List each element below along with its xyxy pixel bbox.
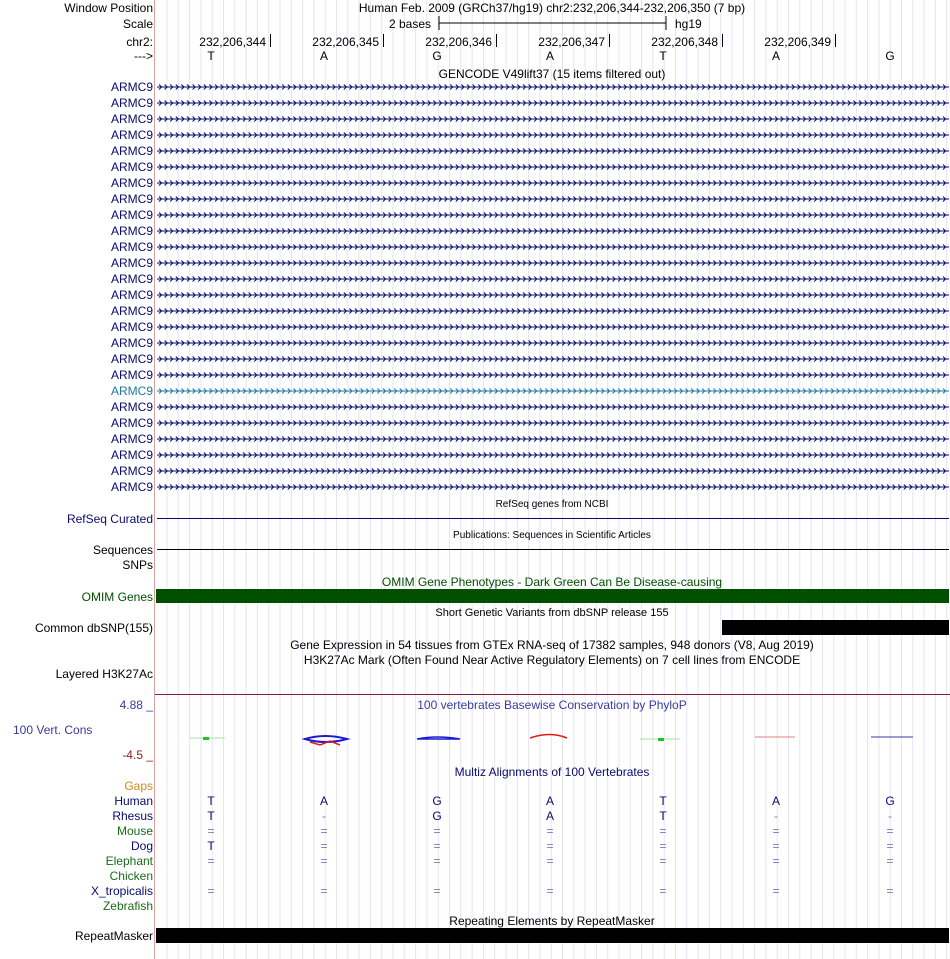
ruler-position-label: 232,206,349 — [764, 35, 831, 49]
ruler-tick — [722, 34, 723, 47]
gencode-gene-label[interactable]: ARMC9 — [110, 80, 153, 94]
h3k27ac-title: H3K27Ac Mark (Often Found Near Active Regulatory Elements) on 7 cell lines from ENCODE — [303, 653, 801, 667]
ruler-position-label: 232,206,344 — [199, 35, 266, 49]
phylop-mark-1-peak — [203, 737, 209, 740]
conservation-max-label: 4.88 _ — [119, 698, 153, 712]
multiz-title: Multiz Alignments of 100 Vertebrates — [454, 765, 650, 779]
gencode-gene-label[interactable]: ARMC9 — [110, 256, 153, 270]
gencode-transcript[interactable] — [157, 131, 949, 139]
publications-label[interactable]: Sequences — [92, 543, 153, 557]
gencode-transcript[interactable] — [157, 83, 949, 91]
gencode-gene-label[interactable]: ARMC9 — [110, 384, 153, 398]
sequence-base: G — [885, 49, 895, 63]
gencode-gene-label[interactable]: ARMC9 — [110, 288, 153, 302]
multiz-species-label[interactable]: Rhesus — [112, 809, 153, 823]
gencode-transcript[interactable] — [157, 211, 949, 219]
gencode-gene-label[interactable]: ARMC9 — [110, 240, 153, 254]
omim-bar[interactable] — [156, 589, 949, 603]
ruler-tick — [270, 34, 271, 47]
gencode-title: GENCODE V49lift37 (15 items filtered out) — [438, 67, 666, 81]
sequence-base: T — [207, 49, 215, 63]
multiz-base: - — [322, 809, 326, 823]
multiz-base: = — [546, 854, 554, 868]
ruler-position-label: 232,206,346 — [425, 35, 492, 49]
refseq-title: RefSeq genes from NCBI — [495, 499, 609, 510]
scale-text: 2 bases — [389, 17, 432, 31]
gencode-transcript[interactable] — [157, 163, 949, 171]
gencode-gene-label[interactable]: ARMC9 — [110, 224, 153, 238]
gencode-transcript[interactable] — [157, 483, 949, 491]
refseq-label[interactable]: RefSeq Curated — [66, 512, 153, 526]
conservation-plot[interactable] — [155, 725, 950, 755]
multiz-base: = — [207, 824, 215, 838]
dbsnp-title: Short Genetic Variants from dbSNP release 155 — [435, 607, 669, 619]
phylop-mark-2 — [305, 736, 347, 742]
gencode-transcript[interactable] — [157, 451, 949, 459]
gtex-title: Gene Expression in 54 tissues from GTEx RNA-seq of 17382 samples, 948 donors (V8, Aug 2019) — [290, 638, 814, 652]
gencode-gene-label[interactable]: ARMC9 — [110, 432, 153, 446]
multiz-base: G — [432, 809, 442, 823]
gencode-gene-label[interactable]: ARMC9 — [110, 480, 153, 494]
gencode-transcript[interactable] — [157, 115, 949, 123]
multiz-species-label[interactable]: X_tropicalis — [90, 884, 153, 898]
gencode-gene-label[interactable]: ARMC9 — [110, 144, 153, 158]
multiz-species-label[interactable]: Dog — [130, 839, 153, 853]
gencode-transcript[interactable] — [157, 355, 949, 363]
repeatmasker-label[interactable]: RepeatMasker — [74, 929, 153, 943]
multiz-base: = — [207, 884, 215, 898]
gencode-gene-label[interactable]: ARMC9 — [110, 464, 153, 478]
conservation-min-label: -4.5 _ — [122, 748, 153, 762]
multiz-base: = — [659, 824, 667, 838]
gencode-transcript[interactable] — [157, 323, 949, 331]
multiz-base: = — [886, 884, 894, 898]
gencode-gene-label[interactable]: ARMC9 — [110, 112, 153, 126]
repeatmasker-bar[interactable] — [156, 928, 949, 943]
gencode-transcript[interactable] — [157, 147, 949, 155]
assembly-label: hg19 — [675, 17, 702, 31]
sequence-base: A — [319, 49, 328, 63]
ruler-tick — [383, 34, 384, 47]
gencode-transcript[interactable] — [157, 227, 949, 235]
multiz-base: - — [774, 809, 778, 823]
publications-line[interactable] — [157, 549, 949, 550]
gencode-transcript[interactable] — [157, 307, 949, 315]
multiz-base: A — [545, 809, 554, 823]
multiz-base: T — [659, 809, 667, 823]
gencode-transcript[interactable] — [157, 179, 949, 187]
multiz-base: A — [771, 794, 780, 808]
phylop-mark-5-peak — [658, 738, 664, 741]
ruler-position-label: 232,206,345 — [312, 35, 379, 49]
ruler-tick — [609, 34, 610, 47]
multiz-base: G — [885, 794, 895, 808]
sequence-base: A — [545, 49, 554, 63]
multiz-base: T — [659, 794, 667, 808]
ruler-tick — [496, 34, 497, 47]
multiz-base: = — [433, 854, 441, 868]
ruler-tick — [835, 34, 836, 47]
strand-label: ---> — [134, 49, 153, 63]
multiz-base: = — [320, 854, 328, 868]
multiz-base: = — [320, 884, 328, 898]
multiz-base: = — [433, 824, 441, 838]
phylop-mark-4 — [530, 735, 567, 739]
multiz-base: = — [886, 854, 894, 868]
publications-title: Publications: Sequences in Scientific Articles — [453, 530, 651, 541]
multiz-base: = — [886, 839, 894, 853]
multiz-base: = — [320, 839, 328, 853]
window-title: Human Feb. 2009 (GRCh37/hg19) chr2:232,206,344-232,206,350 (7 bp) — [358, 1, 746, 15]
gencode-gene-label[interactable]: ARMC9 — [110, 368, 153, 382]
multiz-base: = — [546, 839, 554, 853]
multiz-species-label[interactable]: Chicken — [109, 869, 153, 883]
gencode-transcript[interactable] — [157, 195, 949, 203]
multiz-base: = — [772, 824, 780, 838]
chrom-label: chr2: — [126, 35, 153, 49]
window-position-label: Window Position — [64, 1, 153, 15]
gencode-gene-label[interactable]: ARMC9 — [110, 128, 153, 142]
multiz-base: A — [319, 794, 328, 808]
multiz-species-label[interactable]: Elephant — [105, 854, 153, 868]
multiz-base: = — [659, 854, 667, 868]
multiz-base: = — [659, 884, 667, 898]
gencode-transcript[interactable] — [157, 467, 949, 475]
omim-label[interactable]: OMIM Genes — [81, 590, 153, 604]
gencode-gene-label[interactable]: ARMC9 — [110, 336, 153, 350]
sequence-base: T — [659, 49, 667, 63]
dbsnp-label[interactable]: Common dbSNP(155) — [34, 621, 153, 635]
gencode-transcript[interactable] — [157, 99, 949, 107]
multiz-base: = — [546, 884, 554, 898]
gencode-gene-label[interactable]: ARMC9 — [110, 320, 153, 334]
multiz-base: = — [772, 839, 780, 853]
gencode-gene-label[interactable]: ARMC9 — [110, 96, 153, 110]
multiz-base: - — [888, 809, 892, 823]
gaps-label: Gaps — [124, 779, 153, 793]
multiz-species-label[interactable]: Zebrafish — [102, 899, 153, 913]
phylop-mark-3 — [417, 737, 460, 739]
multiz-species-label[interactable]: Human — [114, 794, 153, 808]
gencode-gene-label[interactable]: ARMC9 — [110, 160, 153, 174]
gencode-transcript[interactable] — [157, 435, 949, 443]
refseq-line[interactable] — [157, 518, 949, 519]
sequence-base: A — [771, 49, 780, 63]
gencode-gene-label[interactable]: ARMC9 — [110, 272, 153, 286]
gencode-transcript[interactable] — [157, 403, 949, 411]
conservation-title: 100 vertebrates Basewise Conservation by PhyloP — [417, 698, 687, 712]
h3k27ac-label[interactable]: Layered H3K27Ac — [55, 667, 153, 681]
gencode-transcript[interactable] — [157, 275, 949, 283]
multiz-base: = — [546, 824, 554, 838]
gencode-transcript[interactable] — [157, 419, 949, 427]
omim-title: OMIM Gene Phenotypes - Dark Green Can Be Disease-causing — [381, 575, 723, 589]
multiz-base: = — [772, 854, 780, 868]
multiz-base: T — [207, 809, 215, 823]
multiz-base: = — [433, 884, 441, 898]
gencode-transcript[interactable] — [157, 291, 949, 299]
multiz-base: = — [772, 884, 780, 898]
gencode-gene-label[interactable]: ARMC9 — [110, 400, 153, 414]
multiz-base: = — [433, 839, 441, 853]
gencode-transcript[interactable] — [157, 387, 949, 395]
multiz-base: A — [545, 794, 554, 808]
repeatmasker-title: Repeating Elements by RepeatMasker — [449, 914, 655, 928]
gencode-gene-label[interactable]: ARMC9 — [110, 192, 153, 206]
gencode-gene-label[interactable]: ARMC9 — [110, 176, 153, 190]
sequence-base: G — [432, 49, 442, 63]
h3k27ac-baseline — [155, 694, 950, 695]
gencode-transcript[interactable] — [157, 371, 949, 379]
multiz-species-label[interactable]: Mouse — [116, 824, 153, 838]
dbsnp-variant-bar[interactable] — [722, 620, 949, 635]
scale-label: Scale — [122, 17, 153, 31]
gencode-transcript[interactable] — [157, 259, 949, 267]
ruler-position-label: 232,206,348 — [651, 35, 718, 49]
gencode-transcript[interactable] — [157, 243, 949, 251]
multiz-base: T — [207, 794, 215, 808]
gencode-gene-label[interactable]: ARMC9 — [110, 448, 153, 462]
multiz-base: T — [207, 839, 215, 853]
label-divider — [154, 0, 155, 959]
multiz-base: = — [207, 854, 215, 868]
multiz-base: = — [320, 824, 328, 838]
ruler-position-label: 232,206,347 — [538, 35, 605, 49]
multiz-base: G — [432, 794, 442, 808]
gencode-gene-label[interactable]: ARMC9 — [110, 304, 153, 318]
multiz-base: = — [659, 839, 667, 853]
scale-bar — [438, 14, 670, 32]
snps-label[interactable]: SNPs — [122, 558, 153, 572]
multiz-base: = — [886, 824, 894, 838]
gencode-gene-label[interactable]: ARMC9 — [110, 352, 153, 366]
conservation-label[interactable]: 100 Vert. Cons — [13, 723, 93, 737]
gencode-gene-label[interactable]: ARMC9 — [110, 208, 153, 222]
gencode-gene-label[interactable]: ARMC9 — [110, 416, 153, 430]
gencode-transcript[interactable] — [157, 339, 949, 347]
